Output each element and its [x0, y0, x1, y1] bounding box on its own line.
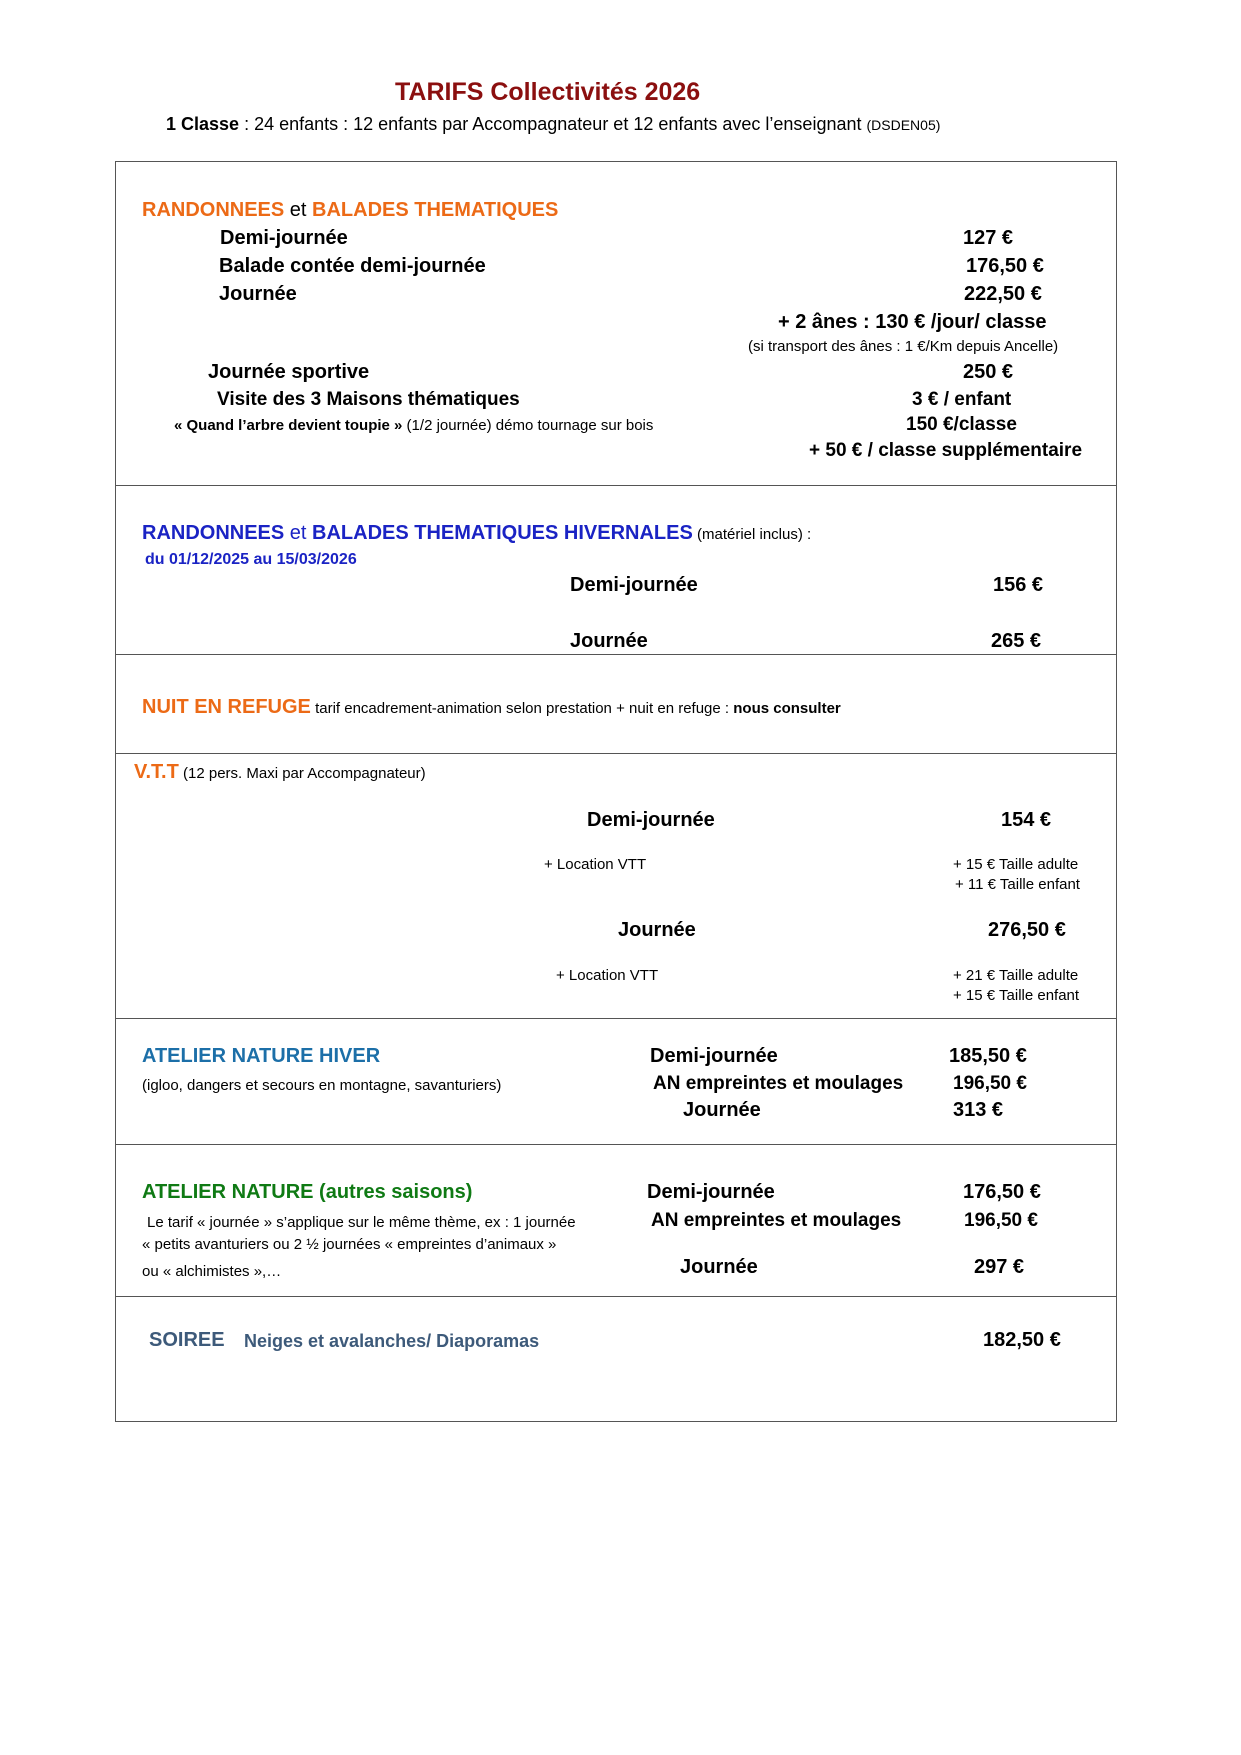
rando-anes-note: (si transport des ânes : 1 €/Km depuis Ancelle)	[748, 338, 1059, 355]
hiver-title-et: et	[284, 522, 313, 544]
rando-demi-label: Demi-journée	[220, 227, 348, 249]
vtt-journee-label: Journée	[618, 919, 696, 941]
refuge-consult: nous consulter	[733, 700, 841, 717]
soiree-price: 182,50 €	[983, 1329, 1061, 1351]
rando-contee-price: 176,50 €	[966, 255, 1044, 277]
vtt-title: V.T.T	[134, 761, 179, 783]
vtt-demi-price: 154 €	[1001, 809, 1052, 831]
vtt-demi-adult: + 15 € Taille adulte	[953, 856, 1079, 873]
refuge-text: tarif encadrement-animation selon prestation + nuit en refuge :	[310, 700, 734, 717]
divider-3	[115, 753, 1117, 754]
rando-sportive-label: Journée sportive	[208, 361, 370, 383]
atelier-autres-title: ATELIER NATURE (autres saisons)	[142, 1181, 473, 1203]
page-title: TARIFS Collectivités 2026	[395, 78, 701, 106]
rando-maisons-label: Visite des 3 Maisons thématiques	[217, 389, 520, 410]
atelier-hiver-demi-label: Demi-journée	[650, 1045, 778, 1067]
soiree-desc: Neiges et avalanches/ Diaporamas	[244, 1331, 540, 1351]
atelier-hiver-title: ATELIER NATURE HIVER	[142, 1045, 381, 1067]
hiver-title-note: (matériel inclus) :	[692, 526, 812, 543]
vtt-journee-price: 276,50 €	[988, 919, 1066, 941]
atelier-autres-journee-price: 297 €	[974, 1256, 1025, 1278]
hiver-journee-label: Journée	[570, 630, 648, 652]
rando-sportive-price: 250 €	[963, 361, 1014, 383]
rando-title-a: RANDONNEES	[142, 199, 285, 221]
atelier-hiver-an-price: 196,50 €	[953, 1073, 1027, 1094]
hiver-title-b: BALADES THEMATIQUES HIVERNALES	[312, 522, 693, 544]
section-rando-title	[142, 199, 558, 222]
vtt-journee-adult: + 21 € Taille adulte	[953, 967, 1079, 984]
section-hiver-title	[142, 522, 811, 545]
vtt-demi-label: Demi-journée	[587, 809, 715, 831]
rando-maisons-price: 3 € / enfant	[912, 389, 1012, 410]
section-refuge	[142, 696, 841, 719]
rando-toupie-price: 150 €/classe	[906, 414, 1017, 435]
subtitle-tag: (DSDEN05)	[866, 117, 941, 133]
hiver-journee-price: 265 €	[991, 630, 1042, 652]
divider-2	[115, 654, 1117, 655]
atelier-autres-an-label: AN empreintes et moulages	[651, 1210, 902, 1231]
divider-6	[115, 1296, 1117, 1297]
atelier-autres-desc-3: ou « alchimistes »,…	[142, 1263, 282, 1280]
divider-5	[115, 1144, 1117, 1145]
subtitle-bold: 1 Classe	[166, 114, 240, 134]
atelier-autres-journee-label: Journée	[680, 1256, 758, 1278]
divider-4	[115, 1018, 1117, 1019]
rando-toupie-label	[174, 417, 653, 434]
toupie-name: « Quand l’arbre devient toupie »	[174, 417, 403, 434]
rando-anes: + 2 ânes : 130 € /jour/ classe	[778, 311, 1047, 333]
soiree-title: SOIREE	[149, 1329, 225, 1351]
vtt-loc-1: + Location VTT	[544, 856, 647, 873]
hiver-demi-price: 156 €	[993, 574, 1044, 596]
atelier-hiver-demi-price: 185,50 €	[949, 1045, 1027, 1067]
atelier-autres-desc-2: « petits avanturiers ou 2 ½ journées « empreintes d’animaux »	[142, 1236, 557, 1253]
vtt-journee-child: + 15 € Taille enfant	[953, 987, 1080, 1004]
atelier-hiver-journee-price: 313 €	[953, 1099, 1004, 1121]
refuge-title: NUIT EN REFUGE	[142, 696, 311, 718]
page-subtitle	[166, 114, 940, 135]
rando-demi-price: 127 €	[963, 227, 1014, 249]
atelier-hiver-journee-label: Journée	[683, 1099, 761, 1121]
hiver-demi-label: Demi-journée	[570, 574, 698, 596]
atelier-autres-demi-price: 176,50 €	[963, 1181, 1041, 1203]
rando-journee-price: 222,50 €	[964, 283, 1042, 305]
rando-title-b: BALADES THEMATIQUES	[312, 199, 559, 221]
toupie-rest: (1/2 journée) démo tournage sur bois	[402, 417, 654, 434]
hiver-title-a: RANDONNEES	[142, 522, 285, 544]
rando-journee-label: Journée	[219, 283, 297, 305]
atelier-autres-desc-1: Le tarif « journée » s’applique sur le même thème, ex : 1 journée	[147, 1214, 576, 1231]
atelier-hiver-an-label: AN empreintes et moulages	[653, 1073, 904, 1094]
atelier-autres-an-price: 196,50 €	[964, 1210, 1038, 1231]
divider-1	[115, 485, 1117, 486]
rando-contee-label: Balade contée demi-journée	[219, 255, 486, 277]
atelier-autres-demi-label: Demi-journée	[647, 1181, 775, 1203]
rando-toupie-extra: + 50 € / classe supplémentaire	[809, 440, 1083, 461]
atelier-hiver-desc: (igloo, dangers et secours en montagne, savanturiers)	[142, 1077, 502, 1094]
rando-title-et: et	[284, 199, 313, 221]
vtt-note: (12 pers. Maxi par Accompagnateur)	[178, 765, 426, 782]
subtitle-text: : 24 enfants : 12 enfants par Accompagnateur et 12 enfants avec l’enseignant	[239, 114, 867, 134]
hiver-dates: du 01/12/2025 au 15/03/2026	[145, 551, 357, 568]
vtt-loc-2: + Location VTT	[556, 967, 659, 984]
section-vtt-title	[134, 761, 426, 784]
vtt-demi-child: + 11 € Taille enfant	[955, 876, 1080, 893]
